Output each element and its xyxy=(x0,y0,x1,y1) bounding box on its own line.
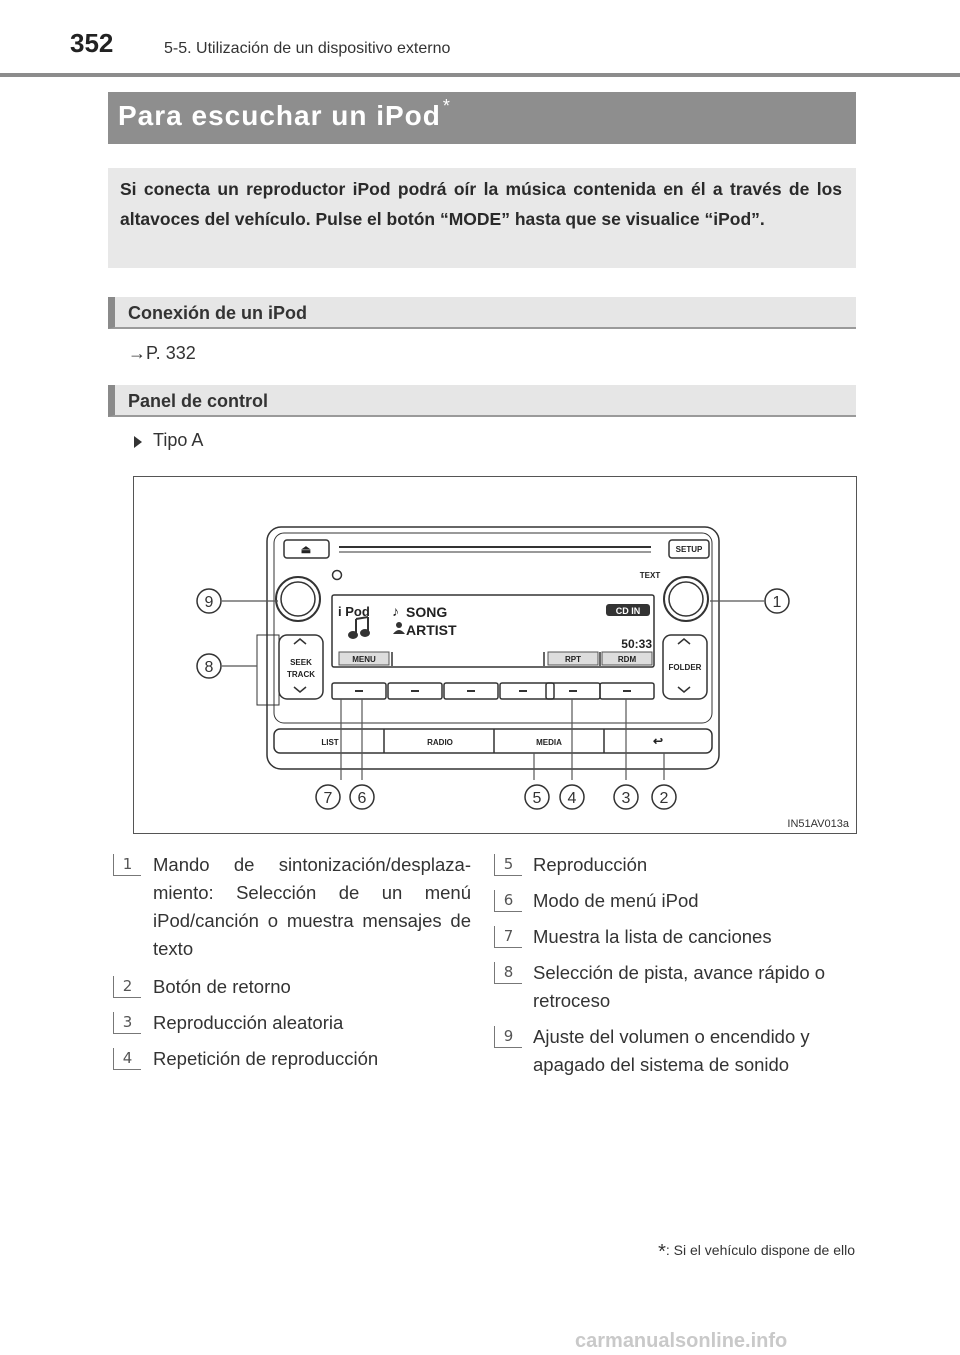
callout-5-text: 5 xyxy=(532,790,542,807)
title-asterisk: * xyxy=(442,96,451,116)
music-note-icon xyxy=(349,617,369,638)
callout-6-text: 6 xyxy=(357,790,367,807)
eject-icon: ⏏ xyxy=(300,544,312,556)
power-icon xyxy=(333,571,342,580)
seek-track-button xyxy=(279,635,323,699)
display-time: 50:33 xyxy=(621,637,652,651)
page-title xyxy=(118,96,451,132)
legend-text-1: Mando de sintonización/desplaza-miento: Selección de un menú iPod/canción o muestra mensajes de texto xyxy=(153,854,471,959)
legend-number-9: 9 xyxy=(494,1026,522,1048)
media-label: MEDIA xyxy=(536,738,562,747)
callout-7-text: 7 xyxy=(323,790,333,807)
footnote-asterisk: * xyxy=(658,1241,666,1263)
callout-8-text: 8 xyxy=(204,659,214,676)
legend-number-2: 2 xyxy=(113,976,141,998)
page-number: 352 xyxy=(70,28,114,58)
display-cd-in: CD IN xyxy=(615,606,641,616)
running-head: 5-5. Utilización de un dispositivo externo xyxy=(164,40,451,57)
seek-label: SEEK xyxy=(290,658,312,667)
legend-number-8: 8 xyxy=(494,962,522,984)
legend-text-9: Ajuste del volumen o encendido y apagado del sistema de sonido xyxy=(533,1026,810,1075)
page-title-text: Para escuchar un iPod xyxy=(118,100,441,131)
display-rpt: RPT xyxy=(565,655,581,664)
track-label: TRACK xyxy=(287,670,315,679)
page-reference-link[interactable]: →P. 332 xyxy=(128,343,196,363)
legend-text-6: Modo de menú iPod xyxy=(533,890,699,911)
display-note-glyph: ♪ xyxy=(392,603,399,619)
legend-number-5: 5 xyxy=(494,854,522,876)
legend-number-3: 3 xyxy=(113,1012,141,1034)
callout-3-text: 3 xyxy=(621,790,631,807)
triangle-bullet-icon xyxy=(134,436,142,448)
folder-label: FOLDER xyxy=(668,663,702,672)
list-label: LIST xyxy=(321,738,339,747)
display-rdm: RDM xyxy=(617,655,637,664)
footnote xyxy=(600,1238,855,1261)
display-source: i Pod xyxy=(338,604,370,619)
bottom-button-row xyxy=(274,729,712,753)
footnote-text: : Si el vehículo dispone de ello xyxy=(665,1242,855,1258)
watermark: carmanualsonline.info xyxy=(575,1330,788,1352)
audio-unit-diagram xyxy=(134,477,856,833)
legend-text-7: Muestra la lista de canciones xyxy=(533,926,772,947)
control-panel-figure xyxy=(133,476,857,834)
setup-label: SETUP xyxy=(675,545,703,554)
radio-label: RADIO xyxy=(427,738,453,747)
legend-number-7: 7 xyxy=(494,926,522,948)
legend-text-5: Reproducción xyxy=(533,854,648,875)
text-label: TEXT xyxy=(639,571,661,580)
legend-number-6: 6 xyxy=(494,890,522,912)
legend-text-8: Selección de pista, avance rápido o retroceso xyxy=(533,962,826,1011)
return-icon: ↩ xyxy=(652,734,664,748)
figure-code: IN51AV013a xyxy=(787,818,849,830)
section-title-control-panel: Panel de control xyxy=(128,391,269,411)
legend-number-1: 1 xyxy=(113,854,141,876)
legend-text-3: Reproducción aleatoria xyxy=(153,1012,344,1033)
volume-knob xyxy=(276,577,320,621)
intro-text: Si conecta un reproductor iPod podrá oír la música contenida en él a través de los altavoces del vehículo. Pulse el botón “MODE” hasta que se visualice “iPod”. xyxy=(120,179,842,229)
display-artist: ARTIST xyxy=(406,622,457,638)
callout-1-text: 1 xyxy=(772,594,782,611)
tune-knob xyxy=(664,577,708,621)
section-title-connection: Conexión de un iPod xyxy=(128,303,307,323)
legend-number-4: 4 xyxy=(113,1048,141,1070)
display-song: SONG xyxy=(406,604,448,620)
header-rule xyxy=(0,73,960,77)
legend-text-4: Repetición de reproducción xyxy=(153,1048,379,1069)
type-label: Tipo A xyxy=(153,430,204,450)
callout-2-text: 2 xyxy=(659,790,669,807)
artist-icon xyxy=(393,622,405,634)
display-menu: MENU xyxy=(352,655,376,664)
legend-text-2: Botón de retorno xyxy=(153,976,291,997)
callout-9-text: 9 xyxy=(204,594,214,611)
callout-4-text: 4 xyxy=(567,790,577,807)
